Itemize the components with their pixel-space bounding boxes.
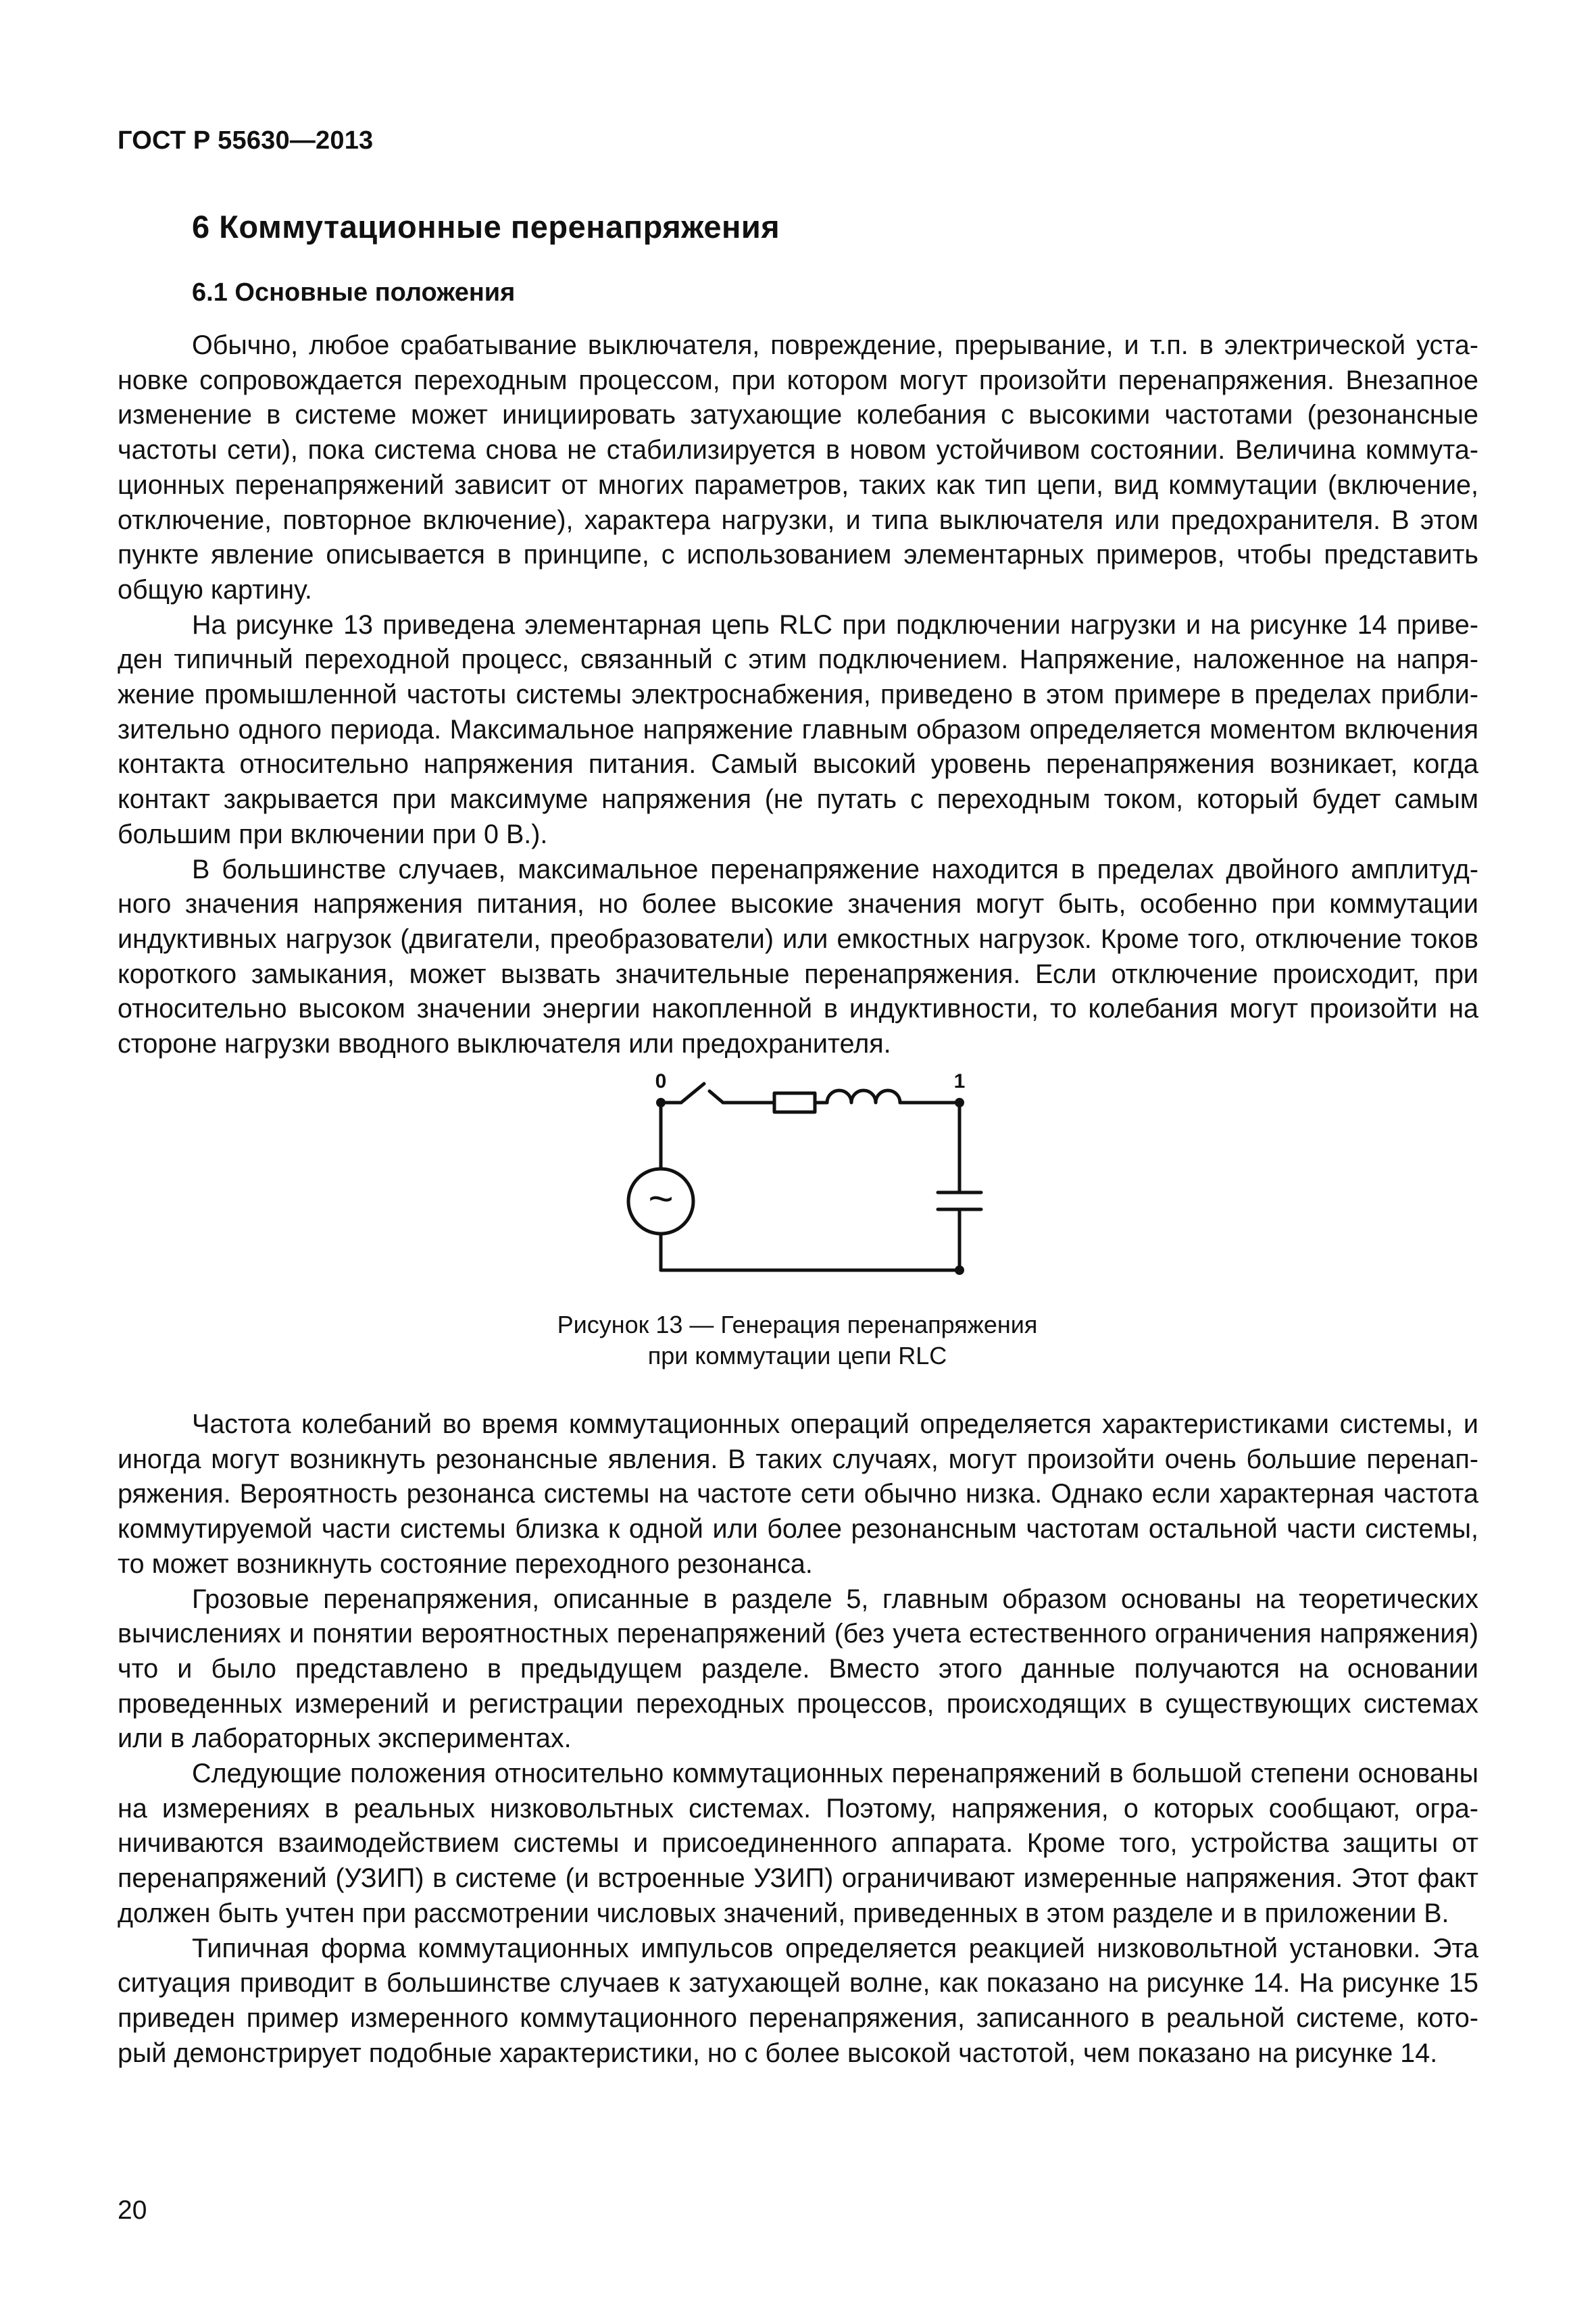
rlc-circuit-diagram bbox=[595, 1067, 1000, 1297]
paragraph: Следующие положения относительно коммутационных перенапряжений в большой степени основаны на измерениях в реальных низковольтных системах. Поэтому, напряжения, о которых сообщают, ограничиваются взаимодействием системы и присоединенного аппарата. Кроме того, устройства защиты от перенапряжений (УЗИП) в системе (и встроенные УЗИП) ограничивают измеренные напряжения. Этот факт должен быть учтен при рассмотрении числовых значений, приведенных в этом разделе и в приложении В. bbox=[118, 1759, 1478, 1928]
node-1-label: 1 bbox=[953, 1070, 966, 1092]
paragraph: Частота колебаний во время коммутационных операций определяется характеристиками системы, и иногда могут возникнуть резонансные явления. В таких случаях, могут произойти очень большие перенапряжения. Вероятность резонанса системы на частоте сети обычно низка. Однако если характерная частота коммутируемой части системы близка к одной или более резонансным частотам остальной части системы, то может возникнуть состояние переходного резонанса. bbox=[118, 1409, 1478, 1579]
figure-caption-line-1: Рисунок 13 — Генерация перенапряжения bbox=[557, 1311, 1038, 1338]
node-1-dot bbox=[955, 1098, 964, 1107]
inductor-symbol bbox=[827, 1090, 900, 1103]
paragraph: Типичная форма коммутационных импульсов определяется реакцией низковольтной установки. Эта ситуация приводит в большинстве случаев к затухающей волне, как показано на рисунке 14. На рисунке 15 приведен пример измеренного коммутационного перенапряжения, записанного в реальной системе, который демонстрирует подобные характеристики, но с более высокой частотой, чем показано на рисунке 14. bbox=[118, 1933, 1478, 2068]
text-after-figure bbox=[118, 1407, 1478, 2071]
document-code: ГОСТ Р 55630—2013 bbox=[118, 126, 374, 155]
resistor-symbol bbox=[774, 1093, 815, 1112]
section-title: 6 Коммутационные перенапряжения bbox=[192, 209, 780, 245]
switch-arm bbox=[681, 1084, 704, 1103]
paragraph: Грозовые перенапряжения, описанные в разделе 5, главным образом основаны на теоретических вычислениях и понятии вероятностных перенапряжений (без учета естественного ограничения напряжения) что и было представлено в предыдущем разделе. Вместо этого данные получаются на основании проведенных измерений и регистрации переходных процессов, происходящих в существующих системах или в лабораторных экспериментах. bbox=[118, 1584, 1478, 1754]
node-bottom-dot bbox=[955, 1265, 964, 1275]
node-0-label: 0 bbox=[655, 1070, 667, 1092]
ac-symbol: ~ bbox=[648, 1174, 674, 1223]
paragraph: В большинстве случаев, максимальное перенапряжение находится в пределах двойного амплитудного значения напряжения питания, но более высокие значения могут быть, особенно при коммутации индуктивных нагрузок (двигатели, преобразователи) или емкостных нагрузок. Кроме того, отключение токов короткого замыкания, может вызвать значительные перенапряжения. Если отключение происходит, при относительно высоком значении энергии накопленной в индуктивности, то колебания могут произойти на стороне нагрузки вводного выключателя или предохранителя. bbox=[118, 854, 1478, 1059]
rlc-circuit-svg bbox=[595, 1067, 1000, 1297]
figure-caption-line-2: при коммутации цепи RLC bbox=[647, 1342, 947, 1369]
paragraph: На рисунке 13 приведена элементарная цепь RLC при подключении нагрузки и на рисунке 14 приведен типичный переходной процесс, связанный с этим подключением. Напряжение, наложенное на напряжение промышленной частоты системы электроснабжения, приведено в этом примере в пределах приблизительно одного периода. Максимальное напряжение главным образом определяется моментом включения контакта относительно напряжения питания. Самый высокий уровень перенапряжения возникает, когда контакт закрывается при максимуме напряжения (не путать с переходным током, который будет самым большим при включении при 0 В.). bbox=[118, 609, 1478, 849]
switch-blade bbox=[709, 1091, 723, 1103]
page-number: 20 bbox=[118, 2196, 147, 2225]
paragraph: Обычно, любое срабатывание выключателя, повреждение, прерывание, и т.п. в электрической установке сопровождается переходным процессом, при котором могут произойти перенапряжения. Внезапное изменение в системе может инициировать затухающие колебания с высокими частотами (резонансные частоты сети), пока система снова не стабилизируется в новом устойчивом состоянии. Величина коммутационных перенапряжений зависит от многих параметров, таких как тип цепи, вид коммутации (включение, отключение, повторное включение), характера нагрузки, и типа выключателя или предохранителя. В этом пункте явление описывается в принципе, с использованием элементарных примеров, чтобы представить общую картину. bbox=[118, 330, 1478, 605]
subsection-title: 6.1 Основные положения bbox=[192, 278, 516, 307]
text-before-figure bbox=[118, 328, 1478, 1062]
node-0-dot bbox=[656, 1098, 666, 1107]
